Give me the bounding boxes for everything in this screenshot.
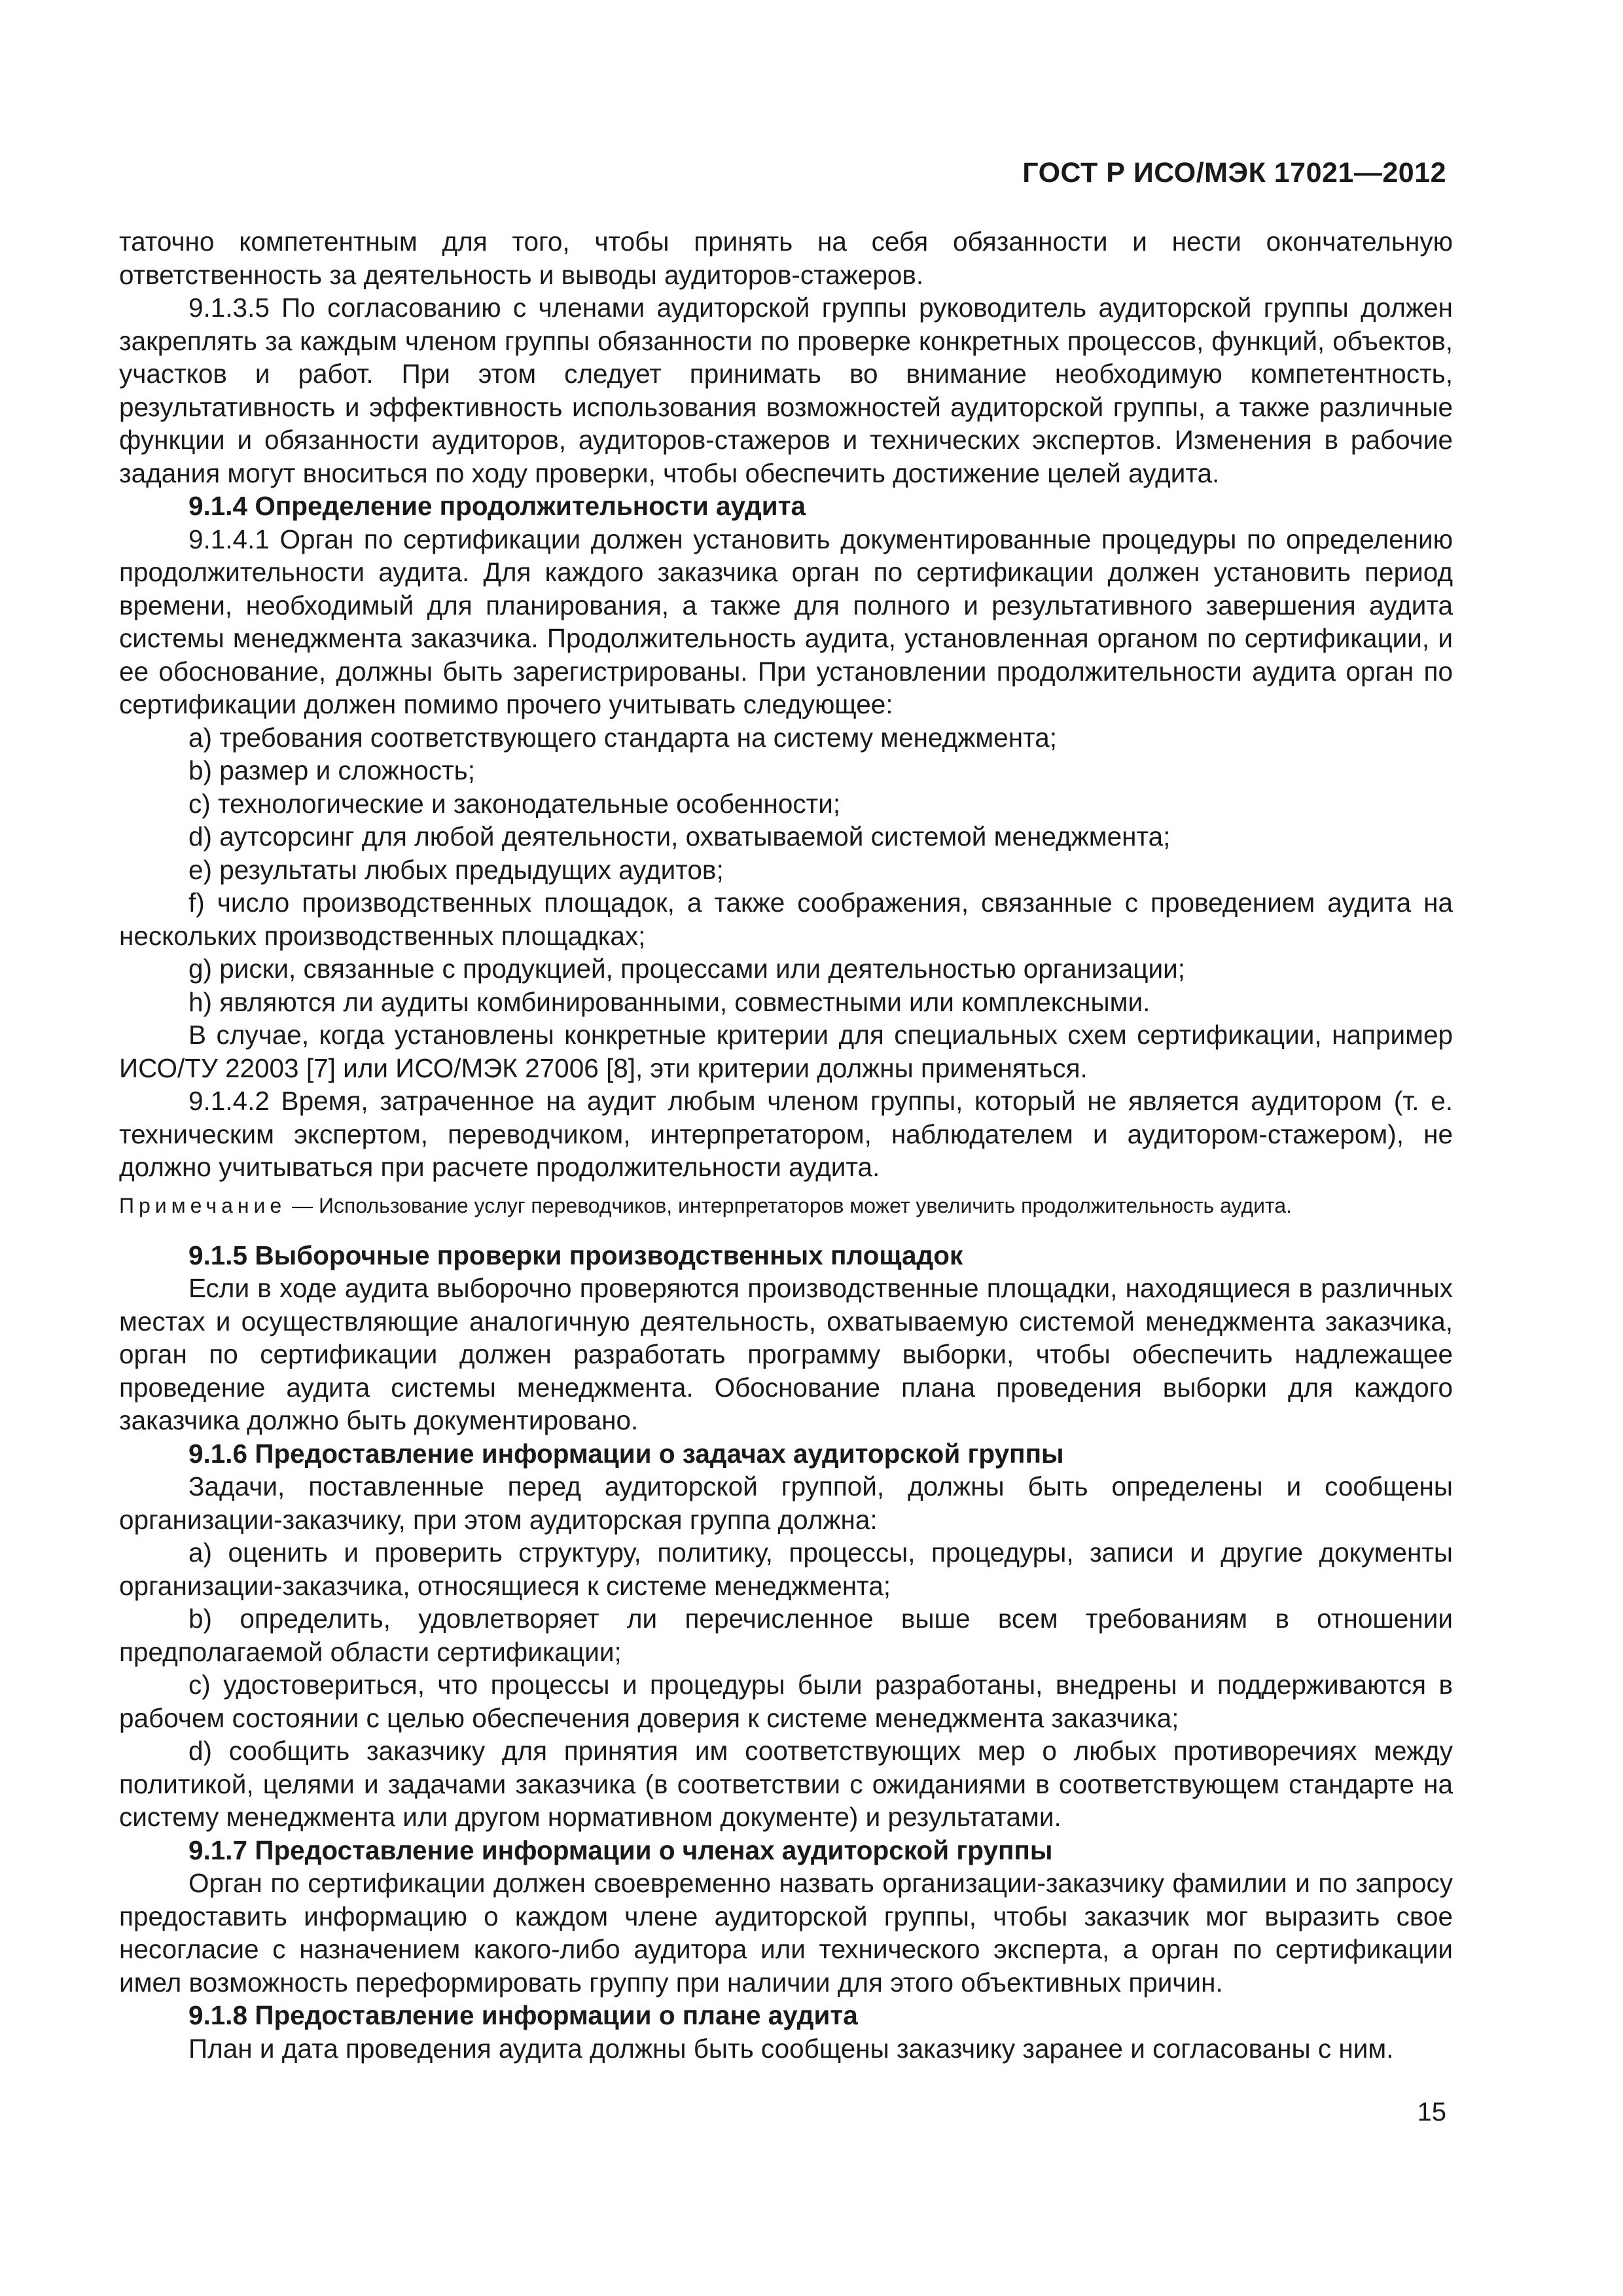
- list-item-d: d) аутсорсинг для любой деятельности, охватываемой системой менеджмента;: [188, 821, 1171, 852]
- page-content: [119, 225, 1453, 2065]
- list-item-f: f) число производственных площадок, а также соображения, связанные с проведением аудита на нескольких производственных площадках;: [119, 888, 1453, 951]
- note: [119, 1192, 1453, 1219]
- task-item-a: a) оценить и проверить структуру, политику, процессы, процедуры, записи и другие документы организации-заказчика, относящиеся к системе менеджмента;: [119, 1537, 1453, 1601]
- paragraph-site-sampling: Если в ходе аудита выборочно проверяются производственные площадки, находящиеся в различных местах и осуществляющие аналогичную деятельность, охватываемую системой менеджмента заказчика, орган по сертификации должен разработать программу выборки, чтобы обеспечить надлежащее проведение аудита системы менеджмента. Обоснование плана проведения выборки для каждого заказчика должно быть документировано.: [119, 1273, 1453, 1435]
- paragraph-team-members: Орган по сертификации должен своевременно назвать организации-заказчику фамилии и по запросу предоставить информацию о каждом члене аудиторской группы, чтобы заказчик мог выразить свое несогласие с назначением какого-либо аудитора или технического эксперта, а орган по сертификации имел возможность переформировать группу при наличии для этого объективных причин.: [119, 1868, 1453, 1998]
- list-item-a: a) требования соответствующего стандарта на систему менеджмента;: [188, 722, 1058, 753]
- note-label: Примечание: [119, 1193, 287, 1217]
- paragraph-special-schemes: В случае, когда установлены конкретные критерии для специальных схем сертификации, например ИСО/ТУ 22003 [7] или ИСО/МЭК 27006 [8], эти критерии должны применяться.: [119, 1020, 1453, 1083]
- paragraph-9-1-4-2: 9.1.4.2 Время, затраченное на аудит любым членом группы, который не является аудитором (т. е. техническим экспертом, переводчиком, интерпретатором, наблюдателем и аудитором-стажером), не должно учитываться при расчете продолжительности аудита.: [119, 1086, 1453, 1182]
- heading-9-1-4: 9.1.4 Определение продолжительности аудита: [188, 491, 806, 521]
- paragraph-continuation: таточно компетентным для того, чтобы принять на себя обязанности и нести окончательную ответственность за деятельность и выводы аудиторов-стажеров.: [119, 226, 1453, 290]
- standard-code-header: ГОСТ Р ИСО/МЭК 17021—2012: [1022, 157, 1446, 188]
- paragraph-9-1-3-5: 9.1.3.5 По согласованию с членами аудиторской группы руководитель аудиторской группы должен закреплять за каждым членом группы обязанности по проверке конкретных процессов, функций, объектов, участков и работ. При этом следует принимать во внимание необходимую компетентность, результативность и эффективность использования возможностей аудиторской группы, а также различные функции и обязанности аудиторов, аудиторов-стажеров и технических экспертов. Изменения в рабочие задания могут вноситься по ходу проверки, чтобы обеспечить достижение целей аудита.: [119, 293, 1453, 488]
- list-item-g: g) риски, связанные с продукцией, процессами или деятельностью организации;: [188, 954, 1185, 984]
- task-item-c: c) удостовериться, что процессы и процедуры были разработаны, внедрены и поддерживаются в рабочем состоянии с целью обеспечения доверия к системе менеджмента заказчика;: [119, 1670, 1453, 1733]
- heading-9-1-6: 9.1.6 Предоставление информации о задачах аудиторской группы: [188, 1438, 1064, 1469]
- note-text: — Использование услуг переводчиков, интерпретаторов может увеличить продолжительность аудита.: [286, 1193, 1293, 1217]
- list-item-h: h) являются ли аудиты комбинированными, совместными или комплексными.: [188, 986, 1150, 1017]
- task-item-b: b) определить, удовлетворяет ли перечисленное выше всем требованиям в отношении предполагаемой области сертификации;: [119, 1604, 1453, 1667]
- list-item-e: e) результаты любых предыдущих аудитов;: [188, 854, 724, 885]
- paragraph-9-1-4-1: 9.1.4.1 Орган по сертификации должен установить документированные процедуры по определению продолжительности аудита. Для каждого заказчика орган по сертификации должен установить период времени, необходимый для планирования, а также для полного и результативного завершения аудита системы менеджмента заказчика. Продолжительность аудита, установленная органом по сертификации, и ее обоснование, должны быть зарегистрированы. При установлении продолжительности аудита орган по сертификации должен помимо прочего учитывать следующее:: [119, 524, 1453, 719]
- heading-9-1-5: 9.1.5 Выборочные проверки производственных площадок: [188, 1240, 963, 1270]
- paragraph-team-tasks: Задачи, поставленные перед аудиторской группой, должны быть определены и сообщены организации-заказчику, при этом аудиторская группа должна:: [119, 1471, 1453, 1535]
- task-item-d: d) сообщить заказчику для принятия им соответствующих мер о любых противоречиях между политикой, целями и задачами заказчика (в соответствии с ожиданиями в соответствующем стандарте на систему менеджмента или другом нормативном документе) и результатами.: [119, 1736, 1453, 1832]
- heading-9-1-8: 9.1.8 Предоставление информации о плане аудита: [188, 2000, 858, 2030]
- heading-9-1-7: 9.1.7 Предоставление информации о членах аудиторской группы: [188, 1835, 1053, 1865]
- list-item-c: c) технологические и законодательные особенности;: [188, 788, 841, 819]
- page-number: 15: [1417, 2098, 1446, 2126]
- list-item-b: b) размер и сложность;: [188, 755, 475, 785]
- paragraph-audit-plan: План и дата проведения аудита должны быть сообщены заказчику заранее и согласованы с ним.: [188, 2033, 1394, 2064]
